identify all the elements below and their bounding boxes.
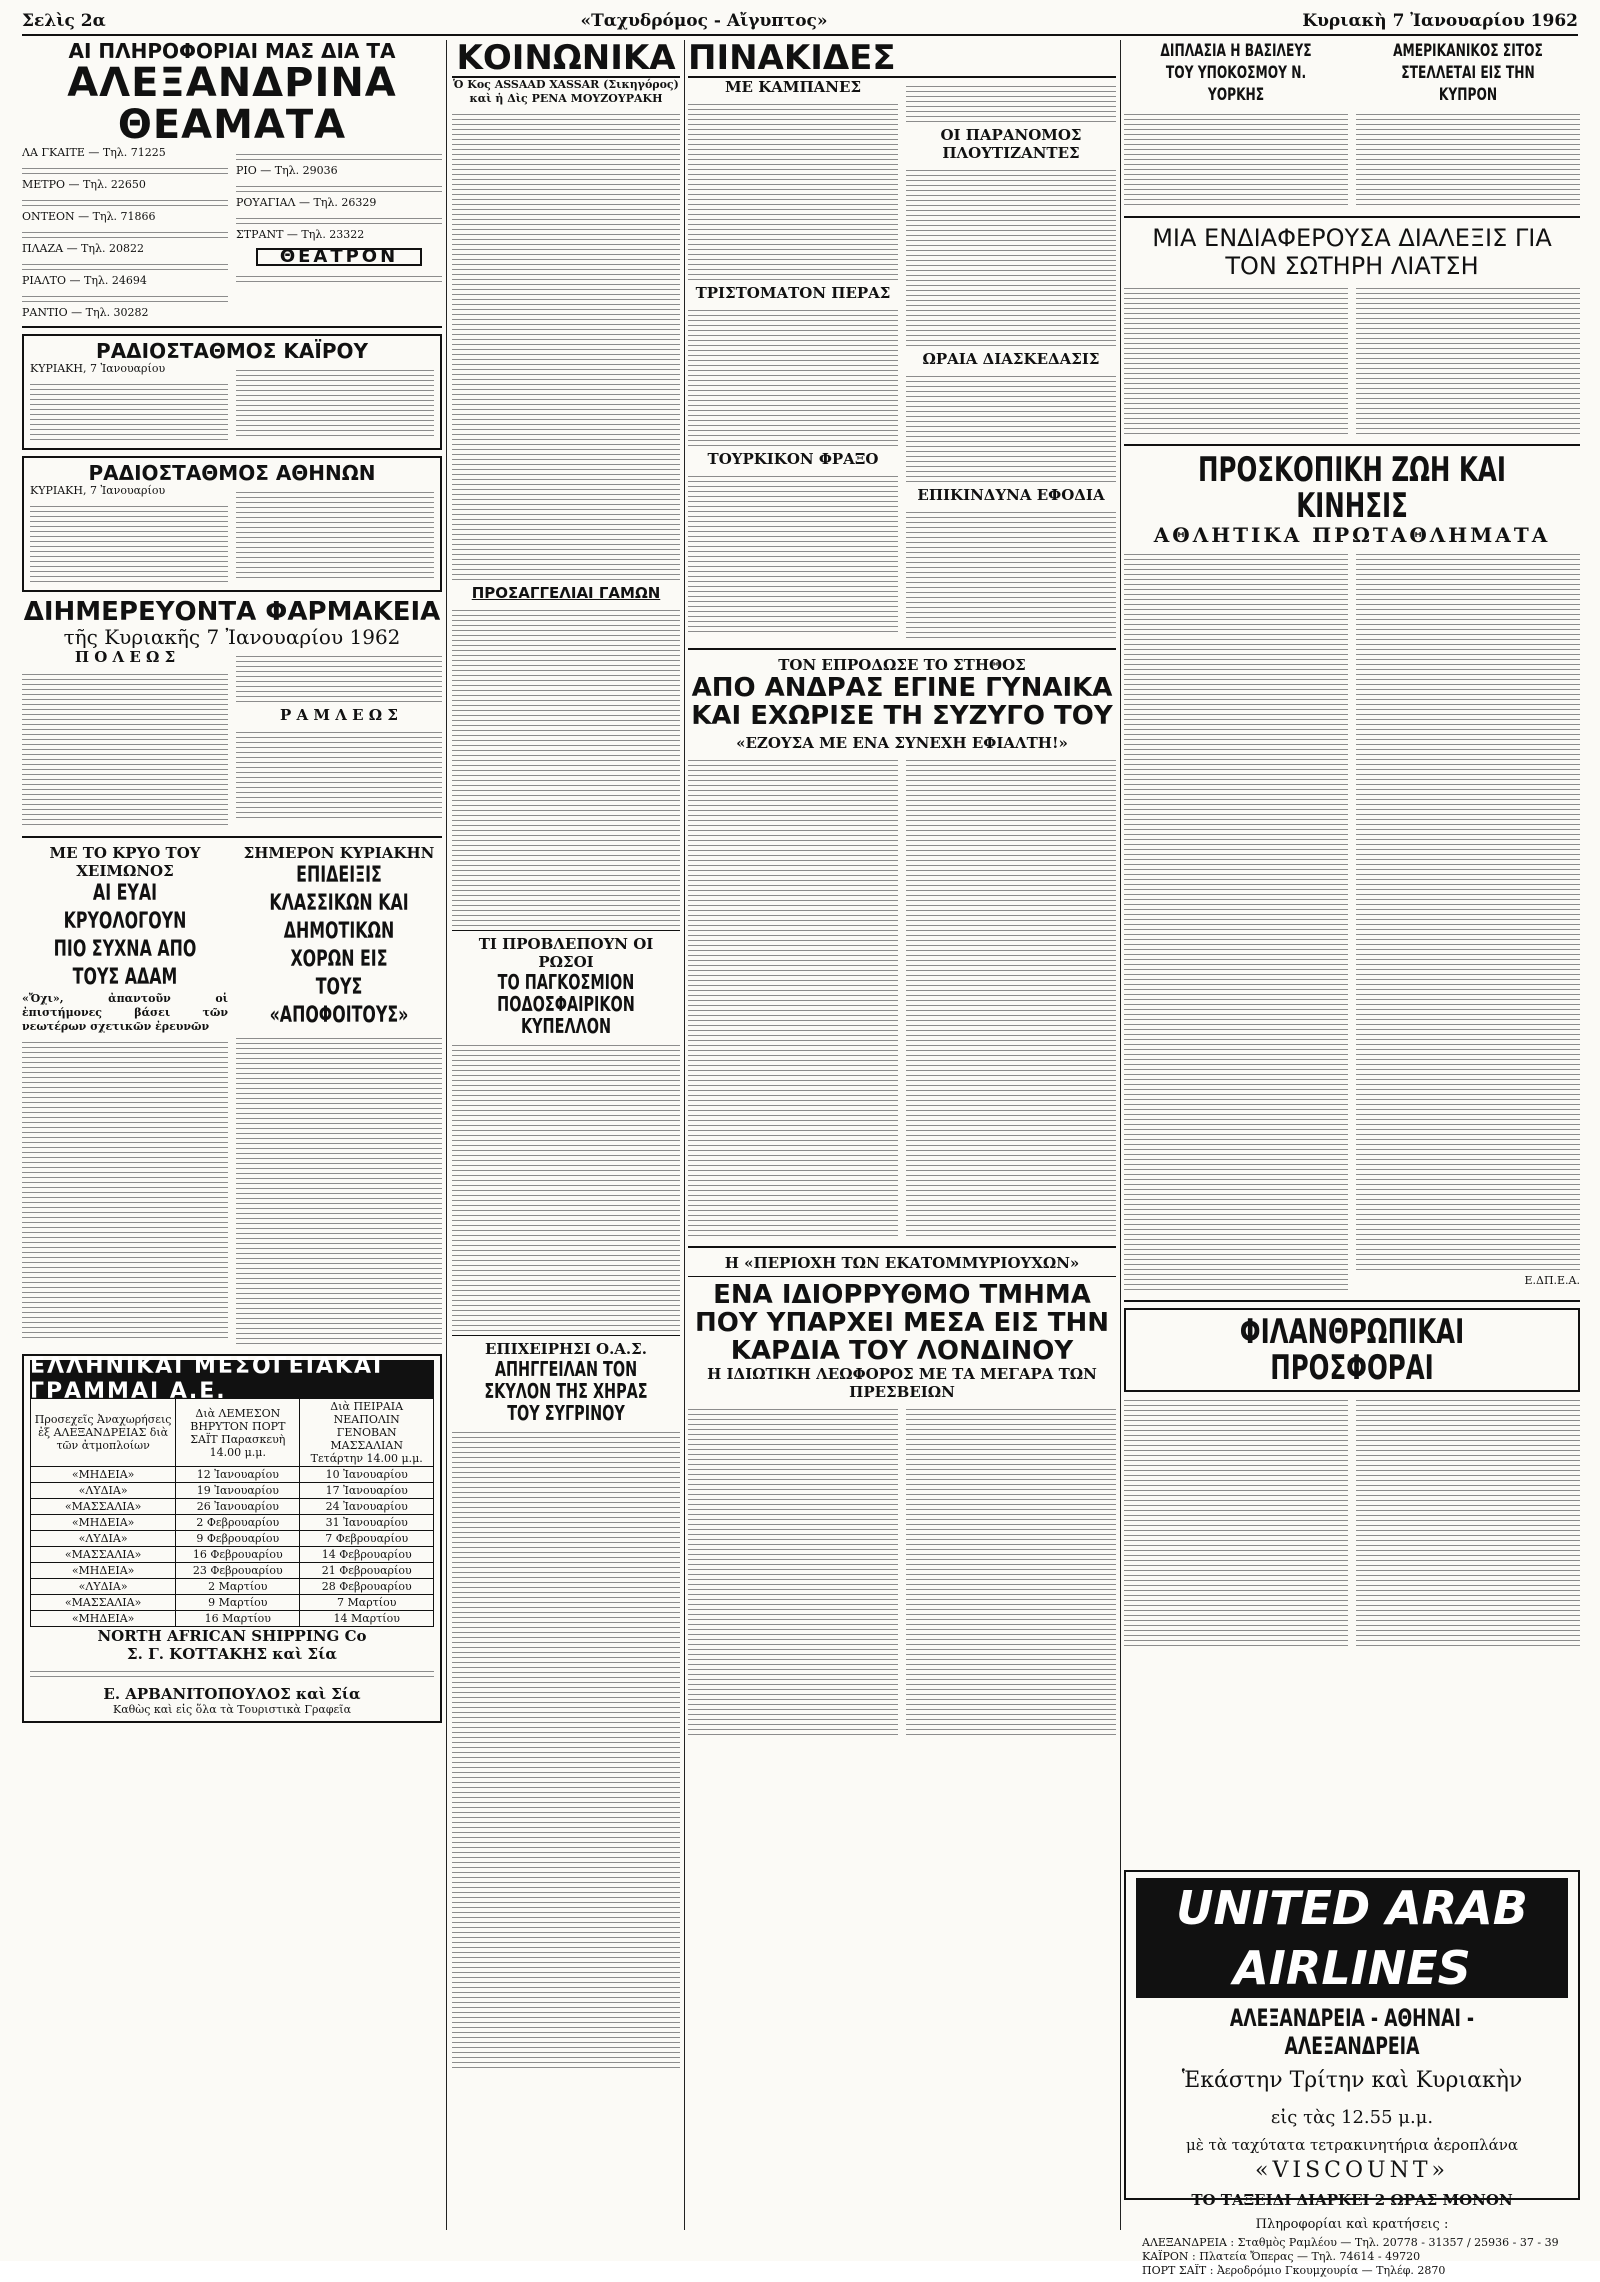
pharmacy-city-label: Π Ο Λ Ε Ω Σ <box>74 648 176 666</box>
article-headline: ΕΠΙΔΕΙΞΙΣ ΚΛΑΣΣΙΚΩΝ ΚΑΙ ΔΗΜΟΤΙΚΩΝ ΧΟΡΩΝ ΕΙΣ ΤΟΥΣ «ΑΠΟΦΟΙΤΟΥΣ» <box>269 863 409 1028</box>
article-body <box>236 1034 442 1344</box>
airline-time: εἰς τὰς 12.55 μ.μ. <box>1270 2107 1434 2128</box>
column-1 <box>22 40 442 1729</box>
plate-item-title: ΤΟΥΡΚΙΚΟΝ ΦΡΑΞΟ <box>707 450 879 468</box>
schedule-cell: 21 Φεβρουαρίου <box>300 1563 434 1579</box>
article-body <box>1356 1396 1580 1646</box>
schedule-cell: «ΜΑΣΣΑΛΙΑ» <box>31 1499 176 1515</box>
plate-item-title: ΤΡΙΣΤΟΜΑΤΟΝ ΠΕΡΑΣ <box>695 284 891 302</box>
article-body <box>906 166 1116 346</box>
plate-item-title: ΜΕ ΚΑΜΠΑΝΕΣ <box>724 78 862 96</box>
charity-headline: ΦΙΛΑΝΘΡΩΠΙΚΑΙ ΠΡΟΣΦΟΡΑΙ <box>1124 1308 1580 1392</box>
text-lines <box>236 272 442 282</box>
schedule-cell: 17 Ἰανουαρίου <box>300 1483 434 1499</box>
pharmacy-ramleh-label: Ρ Α Μ Λ Ε Ω Σ <box>280 706 398 724</box>
text-lines <box>22 670 228 826</box>
article-subhead: Η ΙΔΙΩΤΙΚΗ ΛΕΩΦΟΡΟΣ ΜΕ ΤΑ ΜΕΓΑΡΑ ΤΩΝ ΠΡΕΣΒΕΙΩΝ <box>707 1365 1097 1401</box>
sport-signature: Ε.ΔΠ.Ε.Α. <box>1524 1274 1580 1287</box>
social-lead: Ὁ Κος ASSAAD XASSAR (Σικηγόρος) καὶ ἡ Δὶς ΡΕΝΑ ΜΟΥΖΟΥΡΑΚΗ <box>453 78 679 105</box>
article-body <box>1124 1396 1348 1646</box>
sport-headline: ΑΘΛΗΤΙΚΑ ΠΡΩΤΑΘΛΗΜΑΤΑ <box>1153 523 1551 547</box>
article-body <box>688 472 898 632</box>
column-4 <box>1124 40 1580 1650</box>
schedule-cell: «ΜΗΔΕΙΑ» <box>31 1611 176 1627</box>
text-lines <box>236 652 442 702</box>
article-body <box>452 1428 680 2068</box>
schedule-cell: 28 Φεβρουαρίου <box>300 1579 434 1595</box>
shipping-schedule <box>30 1398 434 1627</box>
text-lines <box>236 728 442 818</box>
shipping-footnote: Καθὼς καὶ εἰς ὅλα τὰ Τουριστικὰ Γραφεῖα <box>112 1703 351 1716</box>
article-lead: «Ὄχι», ἀπαντοῦν οἱ ἐπιστήμονες βάσει τῶν νεωτέρων σχετικῶν ἐρευνῶν <box>22 992 228 1033</box>
text-lines <box>236 488 434 582</box>
radio-cairo-title: ΡΑΔΙΟΣΤΑΘΜΟΣ ΚΑΪΡΟΥ <box>96 339 368 363</box>
article-divorce <box>688 656 1116 1240</box>
article-kicker: Η «ΠΕΡΙΟΧΗ ΤΩΝ ΕΚΑΤΟΜΜΥΡΙΟΥΧΩΝ» <box>724 1254 1080 1272</box>
article-dance <box>236 844 442 1348</box>
article-body <box>1124 110 1348 206</box>
schedule-row <box>31 1499 434 1515</box>
schedule-cell: 14 Μαρτίου <box>300 1611 434 1627</box>
airline-office: ΚΑΪΡΟΝ : Πλατεία Ὄπερας — Τηλ. 74614 - 49720 <box>1142 2250 1421 2263</box>
radio-cairo-section <box>22 334 442 450</box>
schedule-cell: «ΜΗΔΕΙΑ» <box>31 1563 176 1579</box>
cinema-section <box>22 40 442 320</box>
column-rule <box>1120 40 1121 2230</box>
schedule-cell: 9 Μαρτίου <box>176 1595 300 1611</box>
column-3 <box>688 40 1116 1739</box>
text-lines <box>236 182 442 192</box>
article-kicker: ΤΙ ΠΡΟΒΛΕΠΟΥΝ ΟΙ ΡΩΣΟΙ <box>478 935 654 971</box>
schedule-cell: 10 Ἰανουαρίου <box>300 1467 434 1483</box>
schedule-row <box>31 1579 434 1595</box>
cinema-listing: ΣΤΡΑΝΤ — Τηλ. 23322 <box>236 228 365 241</box>
schedule-cell: «ΛΥΔΙΑ» <box>31 1531 176 1547</box>
article-headline: ΔΙΠΛΑΣΙΑ Η ΒΑΣΙΛΕΥΣ ΤΟΥ ΥΠΟΚΟΣΜΟΥ Ν. ΥΟΡΚΗΣ <box>1160 41 1312 105</box>
weddings-head: ΠΡΟΣΑΓΓΕΛΙΑΙ ΓΑΜΩΝ <box>471 584 661 602</box>
schedule-cell: 23 Φεβρουαρίου <box>176 1563 300 1579</box>
radio-date: ΚΥΡΙΑΚΗ, 7 Ἰανουαρίου <box>30 484 166 497</box>
article-body <box>688 100 898 280</box>
schedule-cell: 14 Φεβρουαρίου <box>300 1547 434 1563</box>
scout-headline: ΠΡΟΣΚΟΠΙΚΗ ΖΩΗ ΚΑΙ ΚΙΝΗΣΙΣ <box>1198 450 1506 526</box>
cinema-list <box>22 146 228 320</box>
airline-route: ΑΛΕΞΑΝΔΡΕΙΑ - ΑΘΗΝΑΙ - ΑΛΕΞΑΝΔΡΕΙΑ <box>1229 2004 1475 2060</box>
pharmacy-title: ΔΙΗΜΕΡΕΥΟΝΤΑ ΦΑΡΜΑΚΕΙΑ <box>23 597 441 627</box>
article-kicker: ΜΕ ΤΟ ΚΡΥΟ ΤΟΥ ΧΕΙΜΩΝΟΣ <box>49 844 201 880</box>
schedule-row <box>31 1467 434 1483</box>
article-body <box>906 1405 1116 1735</box>
article-headline: ΤΟ ΠΑΓΚΟΣΜΙΟΝ ΠΟΔΟΣΦΑΙΡΙΚΟΝ ΚΥΠΕΛΛΟΝ <box>497 970 635 1038</box>
column-rule <box>684 40 685 2230</box>
schedule-cell: «ΜΗΔΕΙΑ» <box>31 1515 176 1531</box>
airline-office: ΑΛΕΞΑΝΔΡΕΙΑ : Σταθμὸς Ραμλέου — Τηλ. 20778 - 31357 / 25936 - 37 - 39 <box>1142 2236 1559 2249</box>
latsi-headline: ΜΙΑ ΕΝΔΙΑΦΕΡΟΥΣΑ ΔΙΑΛΕΞΙΣ ΓΙΑ ΤΟΝ ΣΩΤΗΡΗ ΛΙΑΤΣΗ <box>1152 224 1552 280</box>
airline-plane-line2: «VISCOUNT» <box>1255 2158 1449 2183</box>
shipping-agent: Ε. ΑΡΒΑΝΙΤΟΠΟΥΛΟΣ καὶ Σία <box>103 1685 361 1703</box>
article-london <box>688 1254 1116 1739</box>
text-lines <box>22 196 228 206</box>
plates-title: ΠΙΝΑΚΙΔΕΣ <box>688 40 1116 78</box>
cinema-listing: ΡΑΝΤΙΟ — Τηλ. 30282 <box>22 306 149 319</box>
article-body <box>906 756 1116 1236</box>
schedule-cell: 7 Φεβρουαρίου <box>300 1531 434 1547</box>
plate-item-title: ΕΠΙΚΙΝΔΥΝΑ ΕΦΟΔΙΑ <box>917 486 1105 504</box>
text-lines <box>30 1667 434 1681</box>
schedule-row <box>31 1547 434 1563</box>
article-body <box>452 1041 680 1331</box>
article-cold <box>22 844 228 1348</box>
article-body <box>1356 110 1580 206</box>
schedule-row <box>31 1595 434 1611</box>
article-body <box>1124 284 1348 434</box>
social-title: ΚΟΙΝΩΝΙΚΑ <box>452 40 680 78</box>
theatre-logo: ΘΕΑΤΡΟΝ <box>256 248 422 266</box>
radio-athens-section <box>22 456 442 592</box>
schedule-row <box>31 1563 434 1579</box>
article-body <box>22 1038 228 1338</box>
airline-logo: UNITED ARAB AIRLINES <box>1136 1878 1568 1998</box>
airline-ad <box>1124 1870 1580 2277</box>
schedule-cell: «ΛΥΔΙΑ» <box>31 1483 176 1499</box>
cinema-listing: ΡΙΟ — Τηλ. 29036 <box>236 164 338 177</box>
column-2 <box>452 40 680 2072</box>
column-rule <box>446 40 447 2230</box>
schedule-cell: 9 Φεβρουαρίου <box>176 1531 300 1547</box>
article-body <box>452 606 680 926</box>
article-body <box>906 372 1116 482</box>
cinema-title-line1: ΑΙ ΠΛΗΡΟΦΟΡΙΑΙ ΜΑΣ ΔΙΑ ΤΑ <box>68 39 396 63</box>
airline-info-label: Πληροφορίαι καὶ κρατήσεις : <box>1255 2217 1449 2232</box>
schedule-cell: 16 Μαρτίου <box>176 1611 300 1627</box>
article-body <box>1356 284 1580 434</box>
text-lines <box>30 380 228 440</box>
schedule-row <box>31 1483 434 1499</box>
article-body <box>688 1405 898 1735</box>
airline-duration: ΤΟ ΤΑΞΕΙΔΙ ΔΙΑΡΚΕΙ 2 ΩΡΑΣ ΜΟΝΟΝ <box>1191 2191 1513 2209</box>
cinema-listing: ΜΕΤΡΟ — Τηλ. 22650 <box>22 178 146 191</box>
schedule-header: Διὰ ΛΕΜΕΣΟΝ ΒΗΡΥΤΟΝ ΠΟΡΤ ΣΑΪΤ Παρασκευὴ 14.00 μ.μ. <box>176 1399 300 1467</box>
schedule-row <box>31 1611 434 1627</box>
article-body <box>452 110 680 580</box>
page-header <box>22 8 1578 36</box>
article-body <box>1356 550 1580 1270</box>
airline-offices <box>1126 2232 1578 2282</box>
schedule-row <box>31 1531 434 1547</box>
schedule-row <box>31 1515 434 1531</box>
text-lines <box>30 502 228 582</box>
article-headline: ΑΜΕΡΙΚΑΝΙΚΟΣ ΣΙΤΟΣ ΣΤΕΛΛΕΤΑΙ ΕΙΣ ΤΗΝ ΚΥΠΡΟΝ <box>1393 41 1543 105</box>
shipping-ad-title: ΕΛΛΗΝΙΚΑΙ ΜΕΣΟΓΕΙΑΚΑΙ ΓΡΑΜΜΑΙ Α.Ε. <box>30 1360 434 1398</box>
shipping-agent: NORTH AFRICAN SHIPPING Co <box>97 1627 367 1645</box>
article-body <box>688 756 898 1236</box>
pharmacy-section <box>22 598 442 830</box>
schedule-cell: 24 Ἰανουαρίου <box>300 1499 434 1515</box>
cinema-list <box>236 146 442 320</box>
schedule-cell: 12 Ἰανουαρίου <box>176 1467 300 1483</box>
schedule-cell: «ΛΥΔΙΑ» <box>31 1579 176 1595</box>
schedule-cell: 31 Ἰανουαρίου <box>300 1515 434 1531</box>
radio-athens-title: ΡΑΔΙΟΣΤΑΘΜΟΣ ΑΘΗΝΩΝ <box>88 461 376 485</box>
article-kicker: ΕΠΙΧΕΙΡΗΣΙ Ο.Α.Σ. <box>485 1340 647 1358</box>
text-lines <box>236 150 442 160</box>
schedule-cell: 19 Ἰανουαρίου <box>176 1483 300 1499</box>
schedule-header: Διὰ ΠΕΙΡΑΙΑ ΝΕΑΠΟΛΙΝ ΓΕΝΟΒΑΝ ΜΑΣΣΑΛΙΑΝ Τετάρτην 14.00 μ.μ. <box>300 1399 434 1467</box>
shipping-ad <box>22 1354 442 1723</box>
schedule-cell: «ΜΑΣΣΑΛΙΑ» <box>31 1547 176 1563</box>
article-kicker: ΣΗΜΕΡΟΝ ΚΥΡΙΑΚΗΝ <box>243 844 435 862</box>
text-lines <box>22 164 228 174</box>
cinema-listing: ΛΑ ΓΚΑΙΤΕ — Τηλ. 71225 <box>22 146 166 159</box>
article-body <box>906 82 1116 122</box>
cinema-listing: ΟΝΤΕΟΝ — Τηλ. 71866 <box>22 210 156 223</box>
schedule-cell: 16 Φεβρουαρίου <box>176 1547 300 1563</box>
article-body <box>906 508 1116 638</box>
text-lines <box>22 292 228 302</box>
schedule-cell: 7 Μαρτίου <box>300 1595 434 1611</box>
cinema-listing: ΡΙΑΛΤΟ — Τηλ. 24694 <box>22 274 147 287</box>
airline-office: ΠΟΡΤ ΣΑΪΤ : Ἀεροδρόμιο Γκουμχουρία — Τηλέφ. 2870 <box>1142 2264 1446 2277</box>
article-headline: ΑΠΟ ΑΝΔΡΑΣ ΕΓΙΝΕ ΓΥΝΑΙΚΑ ΚΑΙ ΕΧΩΡΙΣΕ ΤΗ ΣΥΖΥΓΟ ΤΟΥ <box>691 673 1113 731</box>
article-kicker: ΤΟΝ ΕΠΡΟΔΩΣΕ ΤΟ ΣΤΗΘΟΣ <box>778 656 1026 674</box>
text-lines <box>22 228 228 238</box>
radio-date: ΚΥΡΙΑΚΗ, 7 Ἰανουαρίου <box>30 362 166 375</box>
cinema-title-line2: ΑΛΕΞΑΝΔΡΙΝΑ ΘΕΑΜΑΤΑ <box>67 60 397 148</box>
text-lines <box>236 366 434 440</box>
header-date: Κυριακὴ 7 Ἰανουαρίου 1962 <box>1302 11 1578 31</box>
airline-days: Ἑκάστην Τρίτην καὶ Κυριακὴν <box>1181 2068 1523 2093</box>
text-lines <box>22 260 228 270</box>
header-masthead: «Ταχυδρόμος - Αἴγυπτος» <box>580 11 828 31</box>
plate-item-title: ΩΡΑΙΑ ΔΙΑΣΚΕΔΑΣΙΣ <box>922 350 1100 368</box>
text-lines <box>236 214 442 224</box>
schedule-cell: 26 Ἰανουαρίου <box>176 1499 300 1515</box>
airline-plane-line1: μὲ τὰ ταχύτατα τετρακινητήρια ἀεροπλάνα <box>1185 2136 1519 2154</box>
schedule-cell: «ΜΑΣΣΑΛΙΑ» <box>31 1595 176 1611</box>
article-body <box>688 306 898 446</box>
plate-item-title: ΟΙ ΠΑΡΑΝΟΜΟΣ ΠΛΟΥΤΙΖΑΝΤΕΣ <box>940 126 1082 162</box>
cinema-listing: ΡΟΥΑΓΙΑΛ — Τηλ. 26329 <box>236 196 377 209</box>
pharmacy-subtitle: τῆς Κυριακῆς 7 Ἰανουαρίου 1962 <box>63 625 401 649</box>
shipping-agent: Σ. Γ. ΚΟΤΤΑΚΗΣ καὶ Σία <box>127 1645 337 1663</box>
article-headline: ΑΠΗΓΓΕΙΛΑΝ ΤΟΝ ΣΚΥΛΟΝ ΤΗΣ ΧΗΡΑΣ ΤΟΥ ΣΥΓΡΙΝΟΥ <box>484 1357 648 1425</box>
article-body <box>1124 550 1348 1290</box>
article-subhead: «ΕΖΟΥΣΑ ΜΕ ΕΝΑ ΣΥΝΕΧΗ ΕΦΙΑΛΤΗ!» <box>736 734 1068 752</box>
schedule-cell: «ΜΗΔΕΙΑ» <box>31 1467 176 1483</box>
article-headline: ΑΙ ΕΥΑΙ ΚΡΥΟΛΟΓΟΥΝ ΠΙΟ ΣΥΧΝΑ ΑΠΟ ΤΟΥΣ ΑΔΑΜ <box>53 881 197 990</box>
article-headline: ΕΝΑ ΙΔΙΟΡΡΥΘΜΟ ΤΜΗΜΑ ΠΟΥ ΥΠΑΡΧΕΙ ΜΕΣΑ ΕΙΣ ΤΗΝ ΚΑΡΔΙΑ ΤΟΥ ΛΟΝΔΙΝΟΥ <box>694 1280 1110 1366</box>
header-page-number: Σελὶς 2α <box>22 11 106 31</box>
schedule-cell: 2 Φεβρουαρίου <box>176 1515 300 1531</box>
cinema-listing: ΠΛΑΖΑ — Τηλ. 20822 <box>22 242 144 255</box>
schedule-header: Προσεχεῖς Ἀναχωρήσεις ἐξ ΑΛΕΞΑΝΔΡΕΙΑΣ διὰ τῶν ἀτμοπλοίων <box>31 1399 176 1467</box>
schedule-cell: 2 Μαρτίου <box>176 1579 300 1595</box>
